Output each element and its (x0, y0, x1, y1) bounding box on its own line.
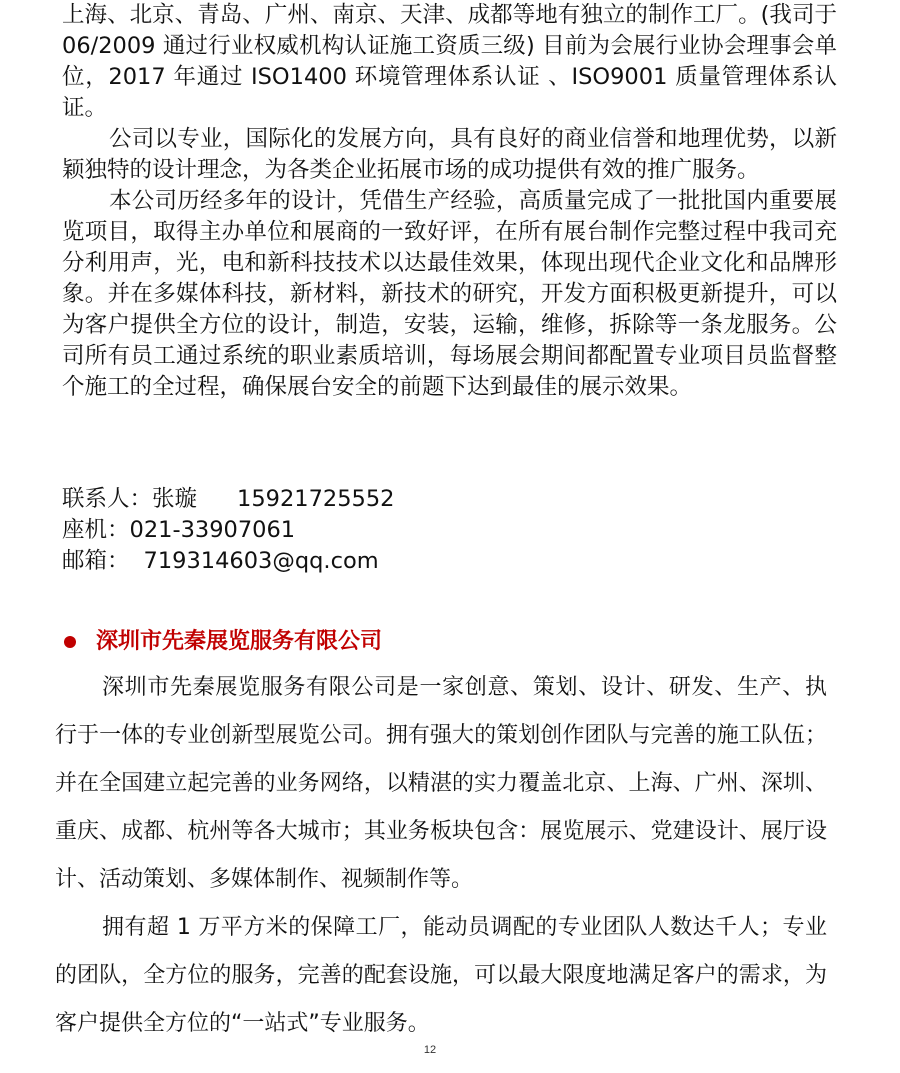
company-heading-text: 深圳市先秦展览服务有限公司 (96, 629, 383, 654)
company-description-section (62, 0, 837, 403)
contact-block (62, 484, 395, 577)
contact-person-label: 联系人： (62, 486, 153, 512)
contact-email-label: 邮箱： (62, 548, 130, 574)
contact-landline: 021-33907061 (129, 517, 296, 543)
contact-email-line (62, 546, 395, 577)
contact-landline-line (62, 515, 395, 546)
contact-landline-label: 座机： (62, 517, 130, 543)
paragraph-xianqin-intro: 深圳市先秦展览服务有限公司是一家创意、策划、设计、研发、生产、执行于一体的专业创新型展览公司。拥有强大的策划创作团队与完善的施工队伍；并在全国建立起完善的业务网络，以精湛的实力覆盖北京、上海、广州、深圳、重庆、成都、杭州等各大城市；其业务板块包含：展览展示、党建设计、展厅设计、活动策划、多媒体制作、视频制作等。 (55, 675, 827, 892)
paragraph-xianqin-factory: 拥有超 1 万平方米的保障工厂，能动员调配的专业团队人数达千人；专业的团队，全方位的服务，完善的配套设施，可以最大限度地满足客户的需求，为客户提供全方位的“一站式”专业服务。 (55, 915, 827, 1036)
contact-email: 719314603@qq.com (143, 548, 379, 574)
contact-person-line (62, 484, 395, 515)
contact-person-name: 张璇 (152, 486, 198, 512)
page-number: 12 (423, 1044, 437, 1056)
paragraph-direction: 公司以专业，国际化的发展方向，具有良好的商业信誉和地理优势，以新颖独特的设计理念，为各类企业拓展市场的成功提供有效的推广服务。 (62, 126, 837, 183)
xianqin-description-section (55, 664, 827, 1048)
contact-mobile: 15921725552 (237, 486, 395, 512)
company-heading (64, 626, 382, 657)
bullet-dot-icon (64, 636, 76, 648)
paragraph-experience: 本公司历经多年的设计，凭借生产经验，高质量完成了一批批国内重要展览项目，取得主办单位和展商的一致好评，在所有展台制作完整过程中我司充分利用声，光，电和新科技技术以达最佳效果，体现出现代企业文化和品牌形象。并在多媒体科技，新材料，新技术的研究，开发方面积极更新提升，可以为客户提供全方位的设计，制造，安装，运输，维修，拆除等一条龙服务。公司所有员工通过系统的职业素质培训，每场展会期间都配置专业项目员监督整个施工的全过程，确保展台安全的前题下达到最佳的展示效果。 (62, 188, 837, 400)
paragraph-factories: 上海、北京、青岛、广州、南京、天津、成都等地有独立的制作工厂。(我司于 06/2009 通过行业权威机构认证施工资质三级) 目前为会展行业协会理事会单位，2017 年通过 ISO1400 环境管理体系认证 、ISO9001 质量管理体系认证。 (62, 2, 837, 121)
